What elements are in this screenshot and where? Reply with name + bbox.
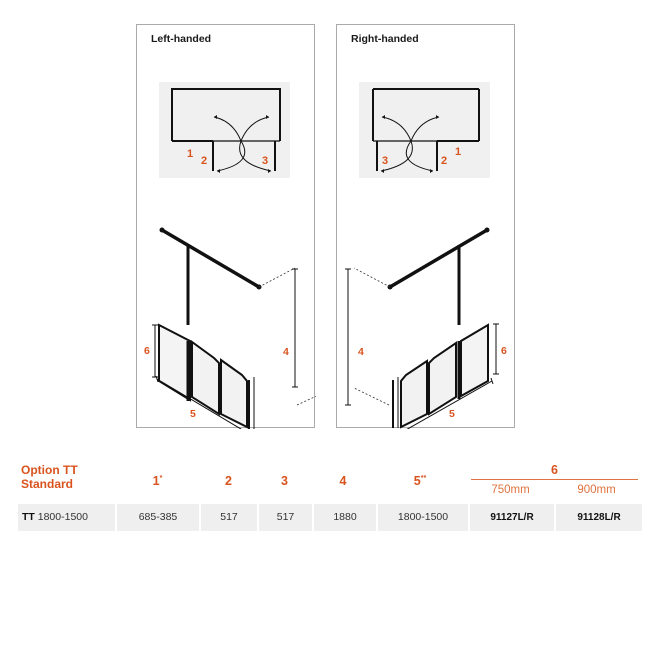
isometric-view (152, 228, 316, 430)
col-header-5: 5** (413, 474, 427, 488)
isometric-view (345, 228, 499, 430)
right-handed-diagram (337, 25, 516, 429)
table-row (18, 504, 642, 531)
dim-label-5: 5 (190, 408, 196, 420)
dim-label-4: 4 (358, 346, 364, 358)
cell-col2: 517 (201, 504, 257, 531)
panel-title: Left-handed (151, 33, 212, 45)
plan-view (373, 89, 479, 171)
panel-title: Right-handed (351, 33, 419, 45)
plan-label-2: 2 (441, 155, 448, 167)
plan-label-1: 1 (187, 148, 194, 160)
col-header-1: 1* (152, 474, 163, 488)
cell-col1: 685-385 (117, 504, 199, 531)
col-header-6: 6 (551, 463, 558, 477)
option-header-line2: Standard (21, 477, 74, 491)
col-header-2: 2 (225, 474, 232, 488)
col-header-6-sub-750: 750mm (491, 484, 530, 496)
cell-col5: 1800-1500 (378, 504, 468, 531)
right-handed-panel (336, 24, 515, 428)
cell-col6-900: 91128L/R (556, 504, 642, 531)
left-handed-diagram (137, 25, 316, 429)
col-header-3: 3 (281, 474, 288, 488)
plan-label-1: 1 (455, 146, 462, 158)
cell-col6-750: 91127L/R (470, 504, 554, 531)
cell-col3: 517 (259, 504, 312, 531)
dim-label-5: 5 (449, 408, 455, 420)
col-header-6-divider (471, 479, 638, 480)
plan-label-3: 3 (382, 155, 389, 167)
option-header-line1: Option TT (21, 463, 78, 477)
plan-label-3: 3 (262, 155, 269, 167)
plan-label-2: 2 (201, 155, 208, 167)
dim-label-6: 6 (144, 345, 150, 357)
dim-label-4: 4 (283, 346, 289, 358)
col-header-6-sub-900: 900mm (577, 484, 616, 496)
col-header-4: 4 (339, 474, 347, 488)
dim-label-6: 6 (501, 345, 507, 357)
cell-option: TT 1800-1500 (18, 504, 115, 531)
cell-col4: 1880 (314, 504, 376, 531)
option-header (21, 463, 78, 509)
left-handed-panel (136, 24, 315, 428)
